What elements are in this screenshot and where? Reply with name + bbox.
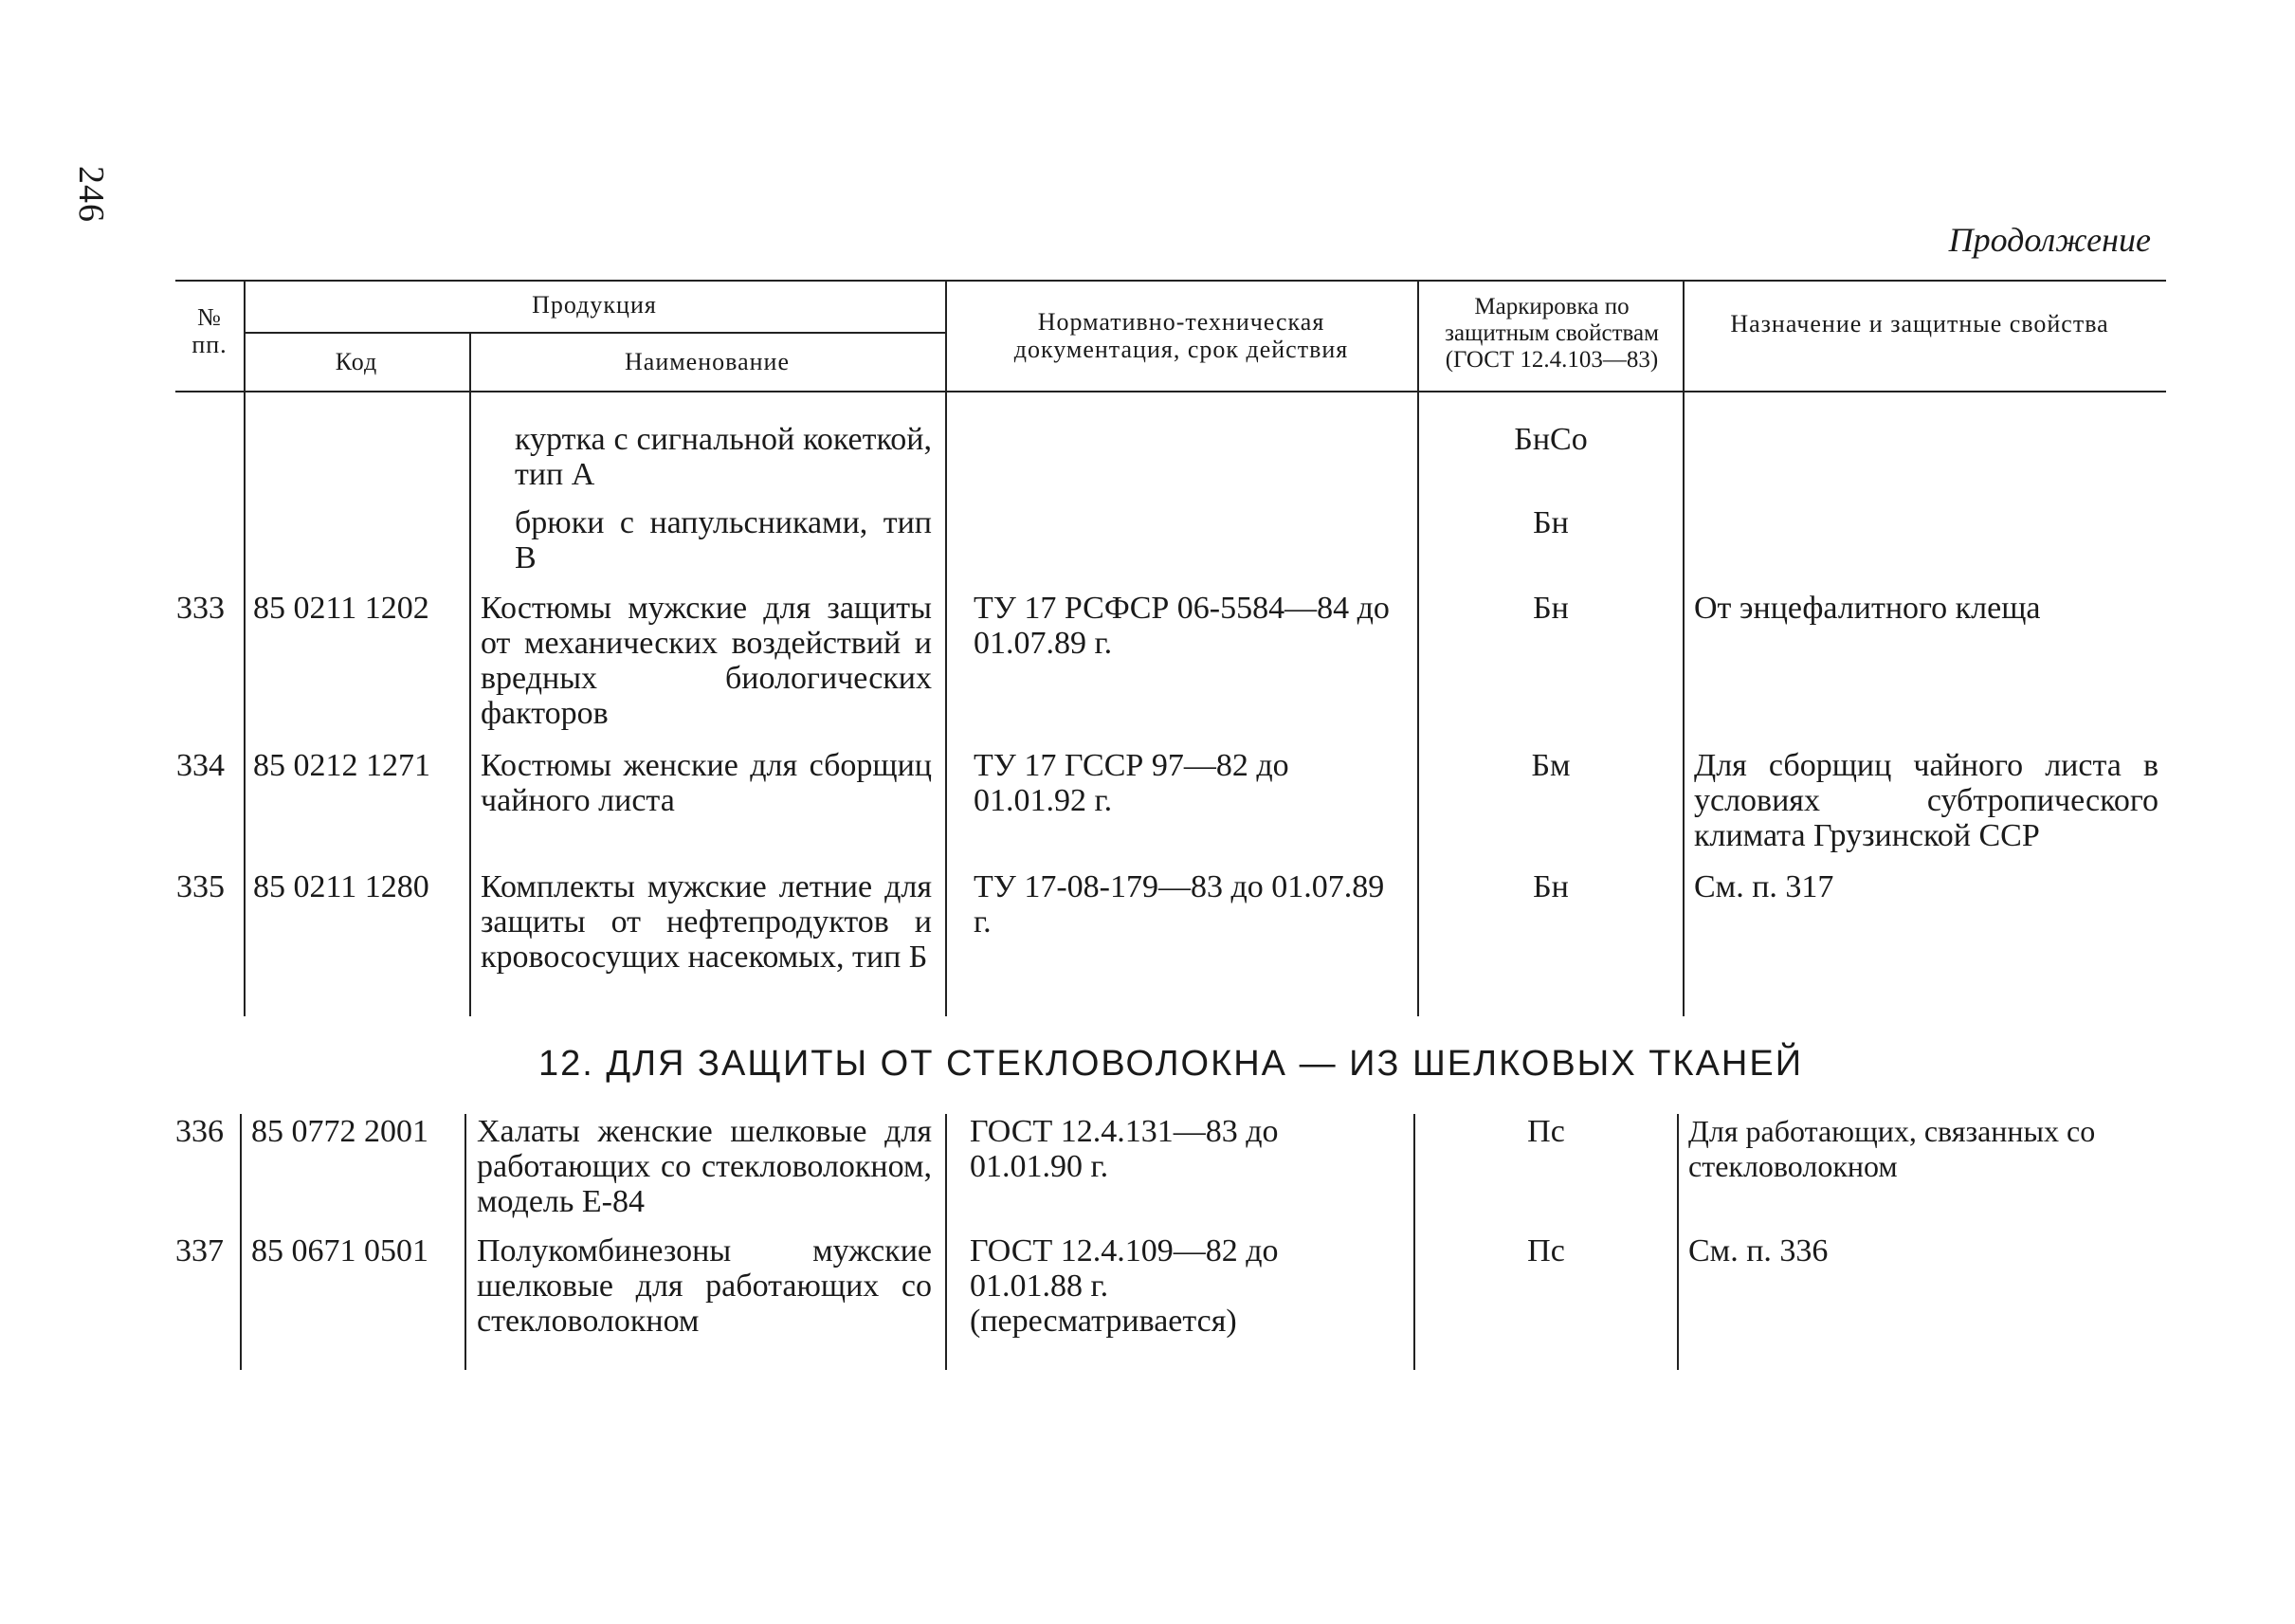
- product-subrule: [244, 332, 945, 334]
- row-marking: Бн: [1533, 869, 1569, 904]
- row-name: Полукомбинезоны мужские шелковые для работающих со стекловолокном: [477, 1233, 932, 1339]
- row-code: 85 0211 1202: [253, 591, 429, 626]
- column-divider: [1683, 391, 1685, 1016]
- row-marking: БнСо: [1514, 422, 1588, 457]
- column-divider: [469, 391, 471, 1016]
- header-name: Наименование: [625, 348, 790, 375]
- row-marking: Бм: [1531, 748, 1571, 783]
- row-doc: ГОСТ 12.4.109—82 до 01.01.88 г. (пересматривается): [970, 1233, 1279, 1339]
- row-purpose: См. п. 336: [1688, 1233, 1829, 1268]
- row-name: Халаты женские шелковые для работающих со стекловолокном, модель Е-84: [477, 1114, 932, 1219]
- column-divider: [464, 1114, 466, 1370]
- section-title: 12. ДЛЯ ЗАЩИТЫ ОТ СТЕКЛОВОЛОКНА — ИЗ ШЕЛКОВЫХ ТКАНЕЙ: [537, 1044, 1804, 1084]
- row-purpose: Для работающих, связанных со стекловолокном: [1688, 1114, 2096, 1183]
- column-divider: [945, 391, 947, 1016]
- row-name: Костюмы мужские для защиты от механических воздействий и вредных биологических факторов: [481, 591, 932, 731]
- row-marking: Пс: [1527, 1233, 1565, 1268]
- header-divider: [1417, 280, 1419, 391]
- header-num: № пп.: [191, 303, 228, 359]
- row-doc: ТУ 17 РСФСР 06-5584—84 до 01.07.89 г.: [974, 591, 1390, 661]
- table-top-rule: [175, 280, 2166, 282]
- column-divider: [244, 391, 246, 1016]
- row-purpose: Для сборщиц чайного листа в условиях субтропического климата Грузинской ССР: [1694, 748, 2158, 853]
- row-doc: ГОСТ 12.4.131—83 до 01.01.90 г.: [970, 1114, 1279, 1184]
- header-code: Код: [335, 348, 378, 375]
- row-code: 85 0772 2001: [251, 1114, 428, 1149]
- header-purpose: Назначение и защитные свойства: [1730, 310, 2109, 338]
- row-code: 85 0211 1280: [253, 869, 429, 904]
- row-code: 85 0212 1271: [253, 748, 430, 783]
- header-divider: [945, 280, 947, 391]
- header-doc: Нормативно-техническая документация, срок действия: [1013, 308, 1349, 364]
- row-name: Костюмы женские для сборщиц чайного листа: [481, 748, 932, 818]
- header-product: Продукция: [532, 291, 657, 319]
- column-divider: [240, 1114, 242, 1370]
- column-divider: [1677, 1114, 1679, 1370]
- row-name: куртка с сигнальной кокеткой, тип А: [515, 422, 932, 492]
- row-num: 337: [175, 1233, 224, 1268]
- row-num: 333: [176, 591, 225, 626]
- row-purpose: См. п. 317: [1694, 869, 1834, 904]
- column-divider: [1417, 391, 1419, 1016]
- continued-label: Продолжение: [1948, 221, 2151, 259]
- table: [175, 280, 2166, 1370]
- row-num: 335: [176, 869, 225, 904]
- header-marking: Маркировка по защитным свойствам (ГОСТ 12.4.103—83): [1445, 294, 1659, 373]
- header-bottom-rule: [175, 391, 2166, 392]
- row-marking: Бн: [1533, 591, 1569, 626]
- row-doc: ТУ 17 ГССР 97—82 до 01.01.92 г.: [974, 748, 1289, 818]
- page-number: 246: [71, 166, 111, 223]
- row-num: 334: [176, 748, 225, 783]
- row-num: 336: [175, 1114, 224, 1149]
- row-name: брюки с напульсниками, тип В: [515, 505, 932, 575]
- row-name: Комплекты мужские летние для защиты от нефтепродуктов и кровососущих насекомых, тип Б: [481, 869, 932, 975]
- row-purpose: От энцефалитного клеща: [1694, 591, 2041, 626]
- row-marking: Бн: [1533, 505, 1569, 540]
- column-divider: [945, 1114, 947, 1370]
- row-code: 85 0671 0501: [251, 1233, 428, 1268]
- header-divider: [1683, 280, 1685, 391]
- row-marking: Пс: [1527, 1114, 1565, 1149]
- row-doc: ТУ 17-08-179—83 до 01.07.89 г.: [974, 869, 1385, 940]
